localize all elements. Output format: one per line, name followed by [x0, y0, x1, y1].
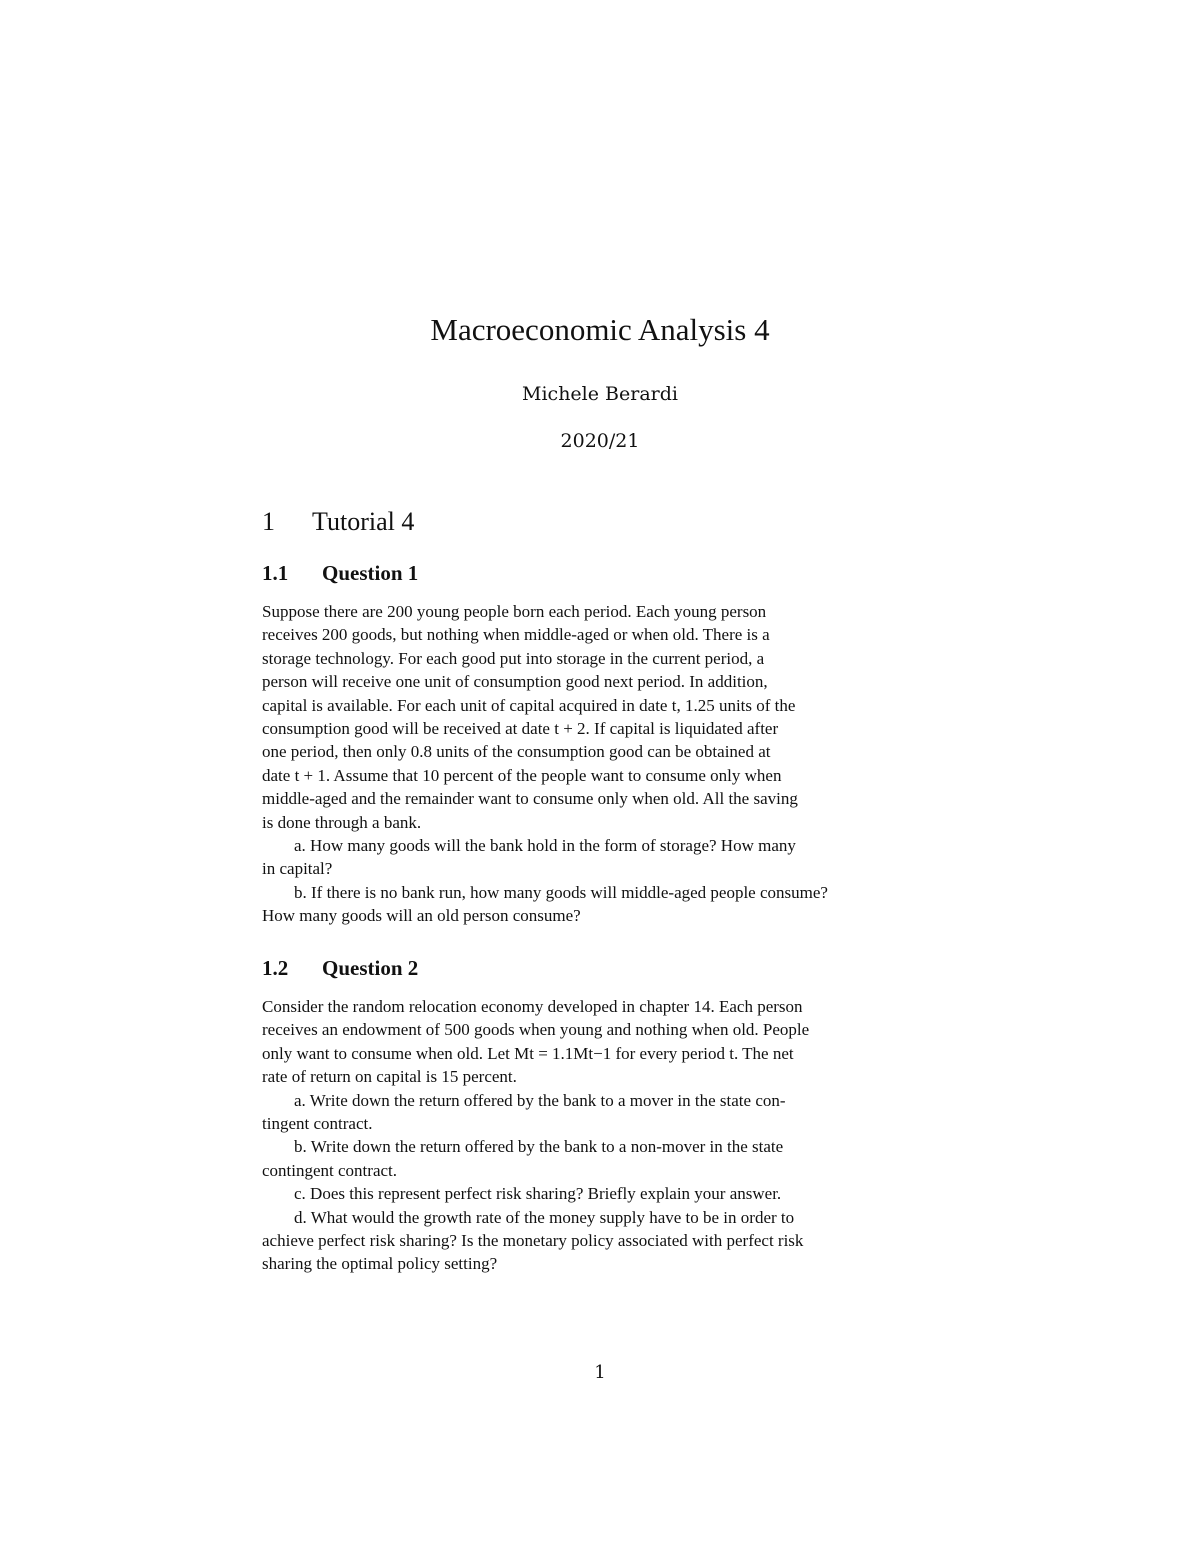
section-heading — [262, 507, 414, 537]
paragraph-line: storage technology. For each good put into storage in the current period, a — [262, 648, 765, 668]
part-d-line: sharing the optimal policy setting? — [262, 1254, 498, 1274]
part-d-line: achieve perfect risk sharing? Is the monetary policy associated with perfect risk — [262, 1231, 804, 1251]
question-2-body — [262, 995, 936, 1276]
paragraph-line: person will receive one unit of consumption good next period. In addition, — [262, 672, 768, 692]
author-name: Michele Berardi — [522, 383, 678, 405]
question-1-number: 1.1 — [262, 561, 289, 585]
paragraph-line: middle-aged and the remainder want to consume only when old. All the saving — [262, 789, 798, 809]
question-2-heading — [262, 956, 418, 981]
question-1-title: Question 1 — [322, 561, 419, 585]
document-title: Macroeconomic Analysis 4 — [430, 312, 770, 347]
part-b-line: contingent contract. — [262, 1160, 398, 1180]
part-b-line: How many goods will an old person consume? — [262, 906, 581, 926]
part-a-line: in capital? — [262, 859, 333, 879]
paragraph-line: one period, then only 0.8 units of the consumption good can be obtained at — [262, 742, 771, 762]
part-b-line: b. If there is no bank run, how many goods will middle-aged people consume? — [294, 882, 828, 902]
paragraph-line: receives 200 goods, but nothing when middle-aged or when old. There is a — [262, 625, 770, 645]
part-b-line: b. Write down the return offered by the bank to a non-mover in the state — [294, 1137, 784, 1157]
page-number: 1 — [594, 1362, 606, 1383]
paragraph-line: Suppose there are 200 young people born each period. Each young person — [262, 602, 767, 621]
paragraph-line: date t + 1. Assume that 10 percent of the people want to consume only when — [262, 765, 782, 785]
paragraph-line: only want to consume when old. Let Mt = 1.1Mt−1 for every period t. The net — [262, 1043, 794, 1063]
question-1-heading — [262, 561, 418, 586]
question-1-body — [262, 600, 936, 928]
part-a-line: a. How many goods will the bank hold in the form of storage? How many — [294, 836, 796, 856]
part-d-line: d. What would the growth rate of the money supply have to be in order to — [294, 1207, 795, 1227]
part-c-line: c. Does this represent perfect risk sharing? Briefly explain your answer. — [294, 1184, 782, 1204]
part-a-line: tingent contract. — [262, 1114, 373, 1134]
academic-year: 2020/21 — [560, 430, 640, 452]
question-2-number: 1.2 — [262, 956, 289, 980]
paragraph-line: capital is available. For each unit of capital acquired in date t, 1.25 units of the — [262, 695, 796, 715]
part-a-line: a. Write down the return offered by the bank to a mover in the state con- — [294, 1090, 786, 1110]
paragraph-line: Consider the random relocation economy developed in chapter 14. Each person — [262, 997, 803, 1016]
paragraph-line: consumption good will be received at date t + 2. If capital is liquidated after — [262, 719, 779, 739]
paragraph-line: receives an endowment of 500 goods when young and nothing when old. People — [262, 1020, 810, 1040]
paragraph-line: rate of return on capital is 15 percent. — [262, 1067, 517, 1087]
section-title: Tutorial 4 — [312, 507, 415, 536]
section-number: 1 — [262, 507, 275, 536]
paragraph-line: is done through a bank. — [262, 812, 422, 832]
question-2-title: Question 2 — [322, 956, 419, 980]
